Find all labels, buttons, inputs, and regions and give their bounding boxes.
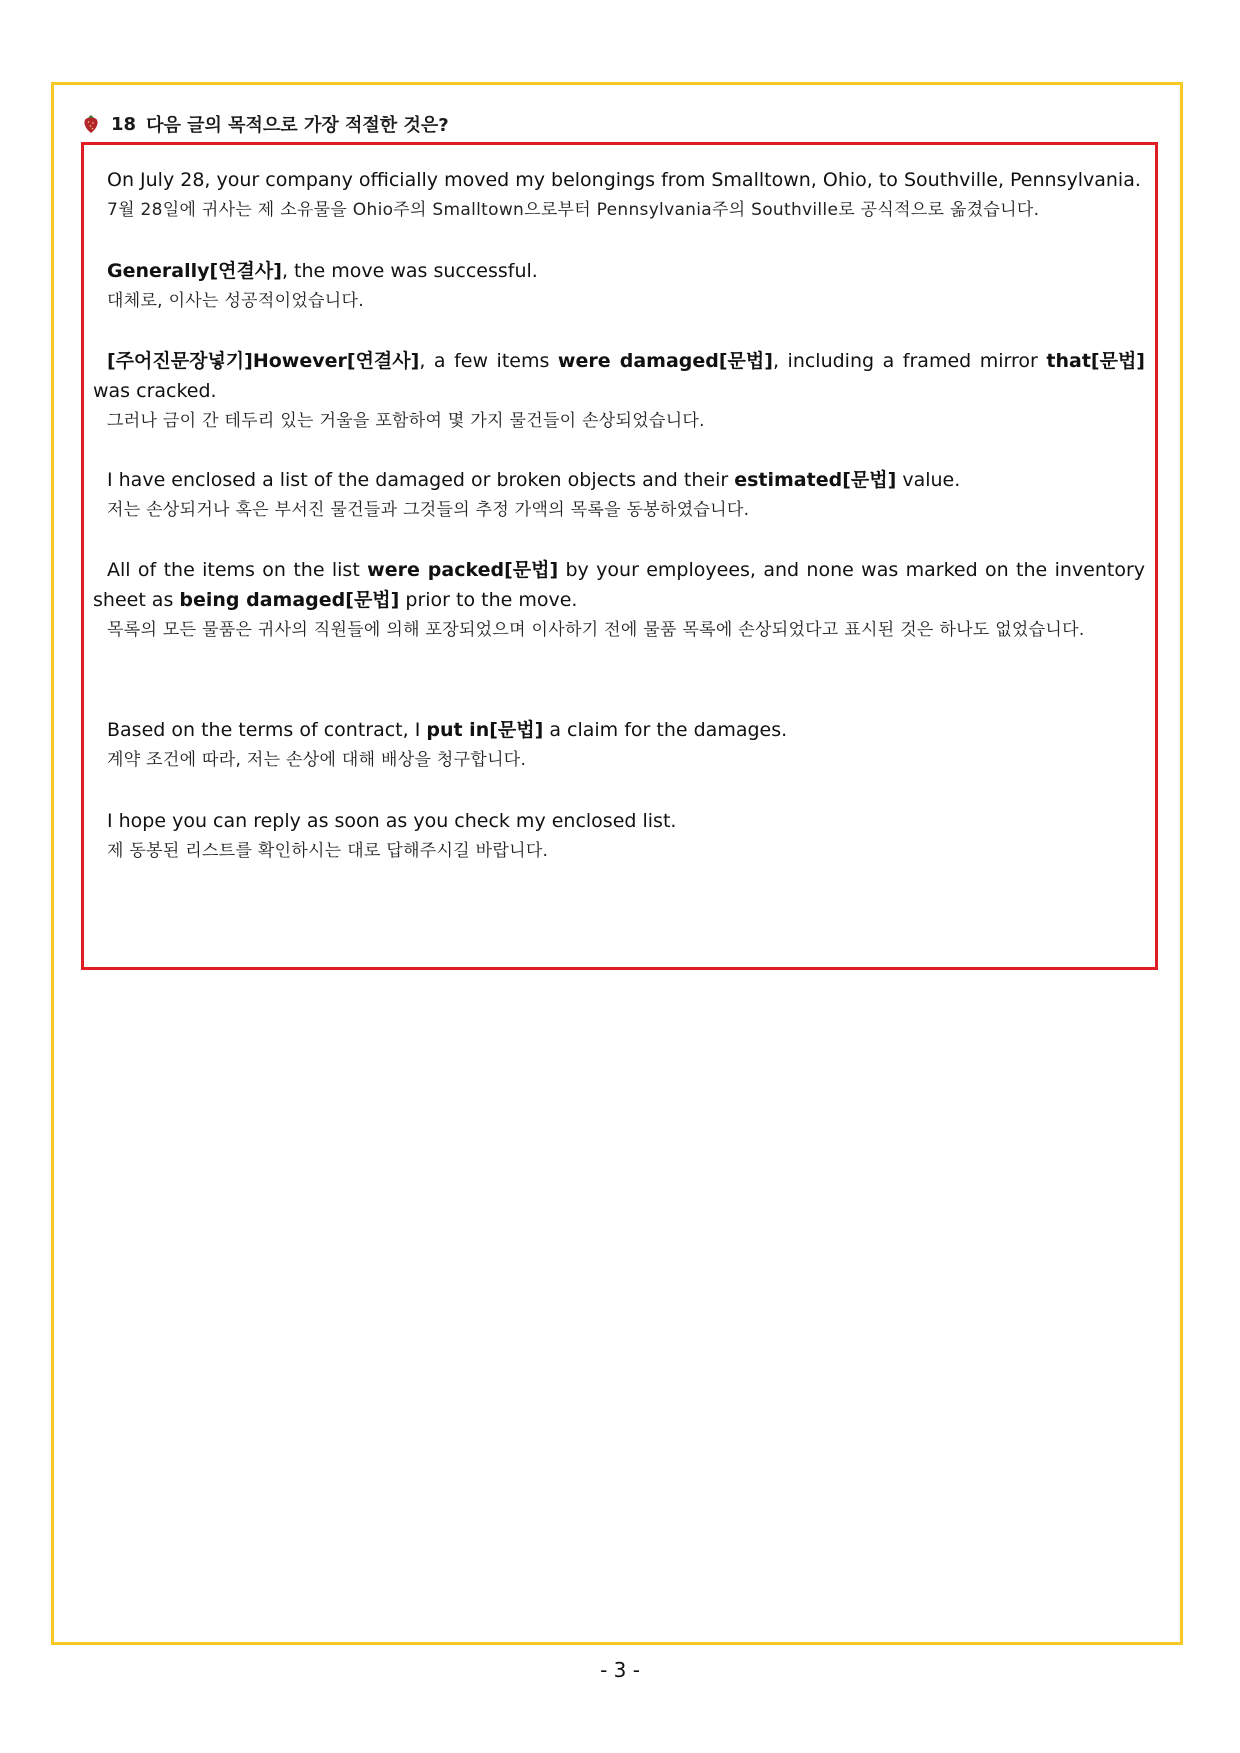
sentence-text: a claim for the damages. [543, 719, 788, 741]
korean-translation: 7월 28일에 귀사는 제 소유물을 Ohio주의 Smalltown으로부터 Pennsylvania주의 Southville로 공식적으로 옮겼습니다. [107, 200, 1040, 220]
sentence-text: was cracked. [93, 380, 217, 402]
highlighted-term: estimated[문법] [734, 469, 897, 491]
sentence-text: On July 28, your company officially moved my belongings from Smalltown, Ohio, to Southville, Pennsylvania. [107, 169, 1141, 191]
english-sentence [93, 555, 1145, 615]
sentence-pair [93, 256, 1145, 316]
question-header [83, 110, 449, 138]
english-sentence [93, 465, 1145, 495]
sentence-pair [93, 715, 1145, 775]
highlighted-term: Generally[연결사] [107, 260, 282, 282]
sentence-text: I have enclosed a list of the damaged or broken objects and their [107, 469, 735, 491]
english-sentence [93, 165, 1145, 195]
sentence-pair [93, 165, 1145, 225]
sentence-text: , a few items [419, 350, 558, 372]
highlighted-term: were damaged[문법] [557, 350, 773, 372]
sentence-text: , including a framed mirror [772, 350, 1047, 372]
highlighted-term: put in[문법] [426, 719, 544, 741]
korean-translation: 그러나 금이 간 테두리 있는 거울을 포함하여 몇 가지 물건들이 손상되었습니다. [107, 411, 705, 431]
korean-translation: 목록의 모든 물품은 귀사의 직원들에 의해 포장되었으며 이사하기 전에 물품 목록에 손상되었다고 표시된 것은 하나도 없었습니다. [107, 620, 1085, 640]
highlighted-term: were packed[문법] [367, 559, 559, 581]
passage-box [81, 142, 1158, 970]
sentence-pair [93, 555, 1145, 645]
sentence-pair [93, 465, 1145, 525]
sentence-text: Based on the terms of contract, I [107, 719, 427, 741]
sentence-text: , the move was successful. [281, 260, 538, 282]
highlighted-term: that[문법] [1046, 350, 1145, 372]
page-number: - 3 - [600, 1658, 640, 1682]
strawberry-icon [83, 114, 99, 134]
sentence-pair [93, 346, 1145, 436]
korean-translation: 제 동봉된 리스트를 확인하시는 대로 답해주시길 바랍니다. [107, 841, 549, 861]
korean-translation: 저는 손상되거나 혹은 부서진 물건들과 그것들의 추정 가액의 목록을 동봉하였습니다. [107, 500, 750, 520]
english-sentence [93, 256, 1145, 286]
english-sentence [93, 346, 1145, 406]
highlighted-term: being damaged[문법] [179, 589, 400, 611]
question-number: 18 [111, 113, 137, 135]
korean-translation: 대체로, 이사는 성공적이었습니다. [107, 291, 364, 311]
korean-translation: 계약 조건에 따라, 저는 손상에 대해 배상을 청구합니다. [107, 750, 527, 770]
highlighted-term: [주어진문장넣기]However[연결사] [107, 350, 420, 372]
sentence-pair [93, 806, 1145, 866]
sentence-text: All of the items on the list [107, 559, 368, 581]
sentence-text: by your employees, and none was marked on the inventory sheet as [93, 559, 1146, 611]
sentence-text: value. [896, 469, 961, 491]
english-sentence [93, 806, 1145, 836]
sentence-text: I hope you can reply as soon as you check my enclosed list. [107, 810, 677, 832]
sentence-text: prior to the move. [399, 589, 578, 611]
question-text: 다음 글의 목적으로 가장 적절한 것은? [146, 115, 449, 136]
english-sentence [93, 715, 1145, 745]
